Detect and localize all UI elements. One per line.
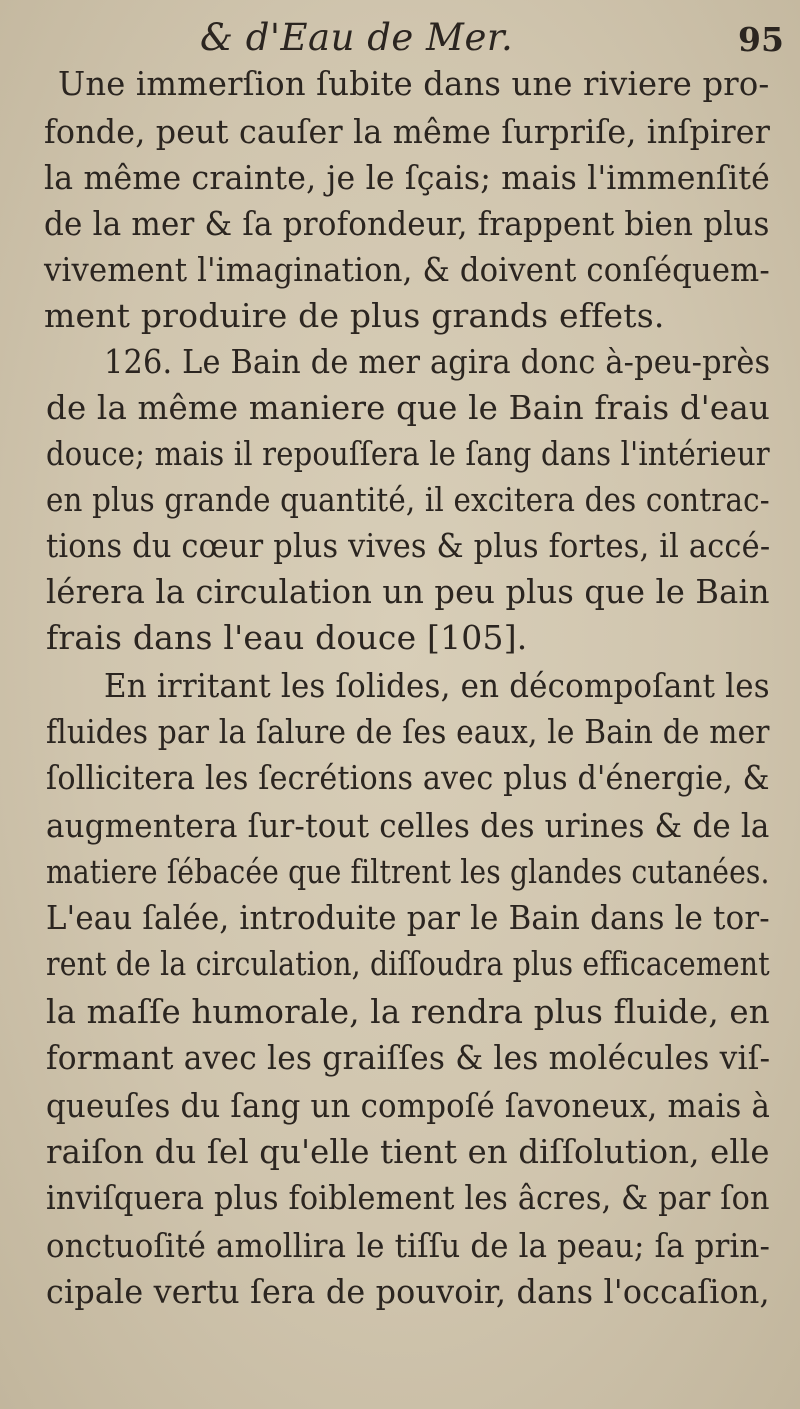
text-line: frais dans l'eau douce [105].	[46, 618, 528, 657]
running-head	[0, 10, 800, 62]
text-line: fonde, peut cauſer la même ſurpriſe, inſpirer	[44, 112, 771, 151]
text-line: raiſon du ſel qu'elle tient en diſſolution, elle	[46, 1132, 770, 1171]
text-line: augmentera ſur-tout celles des urines & de la	[46, 806, 770, 845]
text-line: la même crainte, je le ſçais; mais l'immenſité	[44, 158, 770, 197]
text-line: fluides par la ſalure de ſes eaux, le Bain de mer	[46, 712, 770, 751]
text-line: de la mer & ſa profondeur, frappent bien plus	[44, 204, 770, 243]
text-line: vivement l'imagination, & doivent conſéquem-	[44, 250, 770, 289]
text-line: en plus grande quantité, il excitera des contrac-	[46, 480, 770, 519]
text-line: 126. Le Bain de mer agira donc à-peu-près	[104, 342, 771, 381]
text-line: cipale vertu ſera de pouvoir, dans l'occaſion,	[46, 1272, 770, 1311]
text-line: lérera la circulation un peu plus que le Bain	[46, 572, 770, 611]
running-title: & d'Eau de Mer.	[200, 16, 514, 59]
text-line: formant avec les graiſſes & les molécules viſ-	[46, 1038, 771, 1077]
text-line: de la même maniere que le Bain frais d'eau	[46, 388, 770, 427]
text-line: la maſſe humorale, la rendra plus fluide, en	[46, 992, 770, 1031]
text-line: En irritant les ſolides, en décompoſant les	[104, 666, 770, 705]
text-line: Une immerſion ſubite dans une riviere pro-	[58, 64, 770, 103]
text-line: ment produire de plus grands effets.	[44, 296, 665, 335]
text-line: rent de la circulation, diſſoudra plus efficacement	[46, 944, 770, 983]
text-line: queuſes du ſang un compoſé ſavoneux, mais à	[46, 1086, 771, 1125]
text-line: inviſquera plus foiblement les âcres, & par ſon	[46, 1178, 770, 1217]
text-line: ſollicitera les ſecrétions avec plus d'énergie, &	[46, 758, 770, 797]
text-line: onctuoſité amollira le tiſſu de la peau; ſa prin-	[46, 1226, 771, 1265]
text-line: L'eau ſalée, introduite par le Bain dans le tor-	[46, 898, 770, 937]
text-line: matiere ſébacée que filtrent les glandes cutanées.	[46, 852, 770, 891]
text-line: tions du cœur plus vives & plus fortes, il accé-	[46, 526, 771, 565]
page-number: 95	[738, 20, 784, 59]
text-line: douce; mais il repouſſera le ſang dans l'intérieur	[46, 434, 770, 473]
